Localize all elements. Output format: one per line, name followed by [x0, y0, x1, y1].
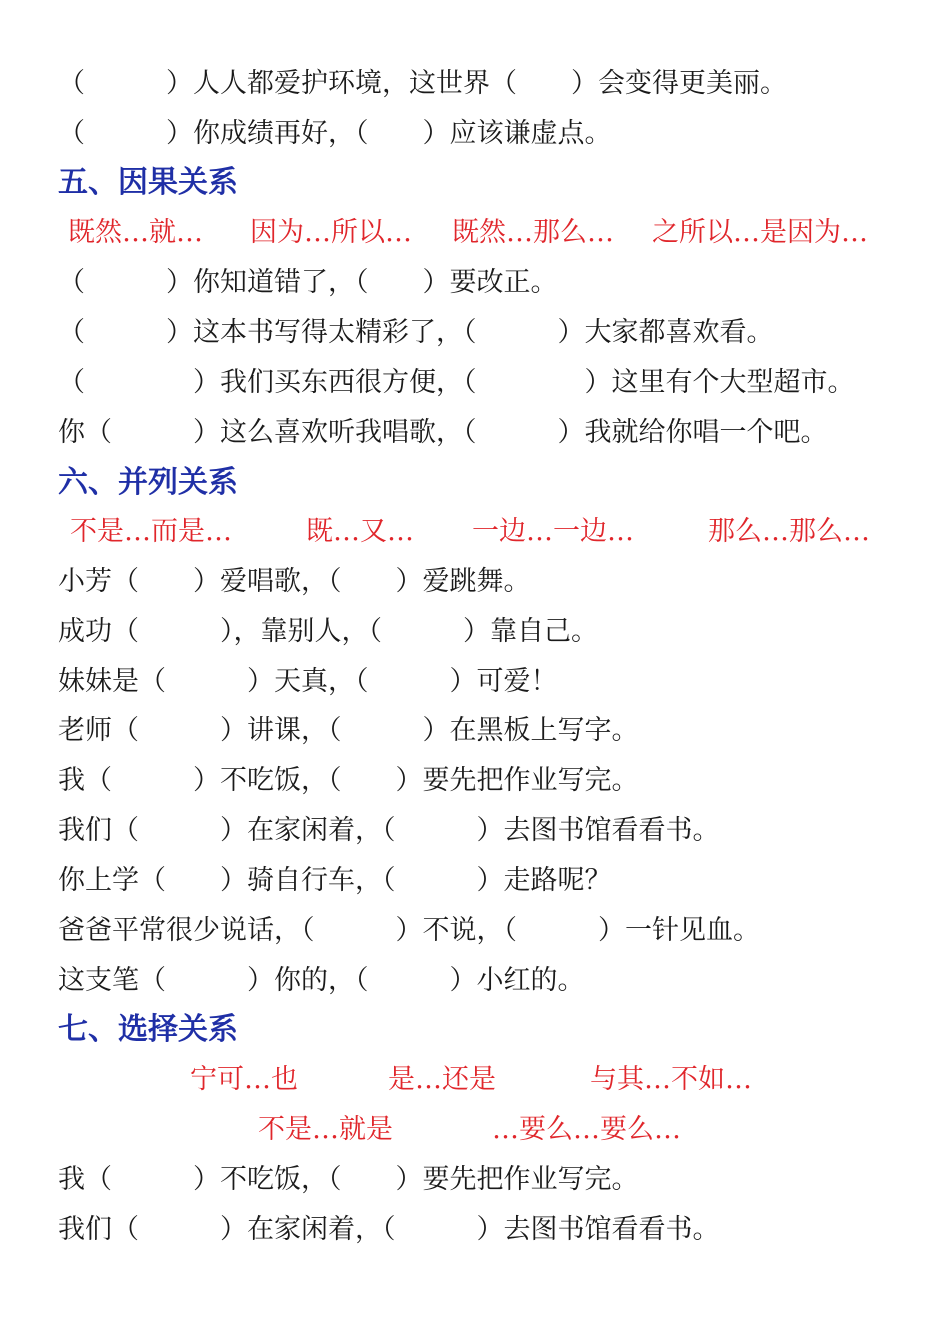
connector-word: 既然…那么… [452, 217, 614, 248]
exercise-line: （ ）你知道错了，（ ）要改正。 [58, 267, 558, 298]
connector-word: 与其…不如… [590, 1064, 752, 1095]
connector-word: 宁可…也 [190, 1064, 298, 1095]
connector-word: 既然…就… [68, 217, 203, 248]
exercise-line: 我（ ）不吃饭，（ ）要先把作业写完。 [58, 1164, 639, 1195]
exercise-line: 老师（ ）讲课，（ ）在黑板上写字。 [58, 715, 639, 746]
exercise-line: 我们（ ）在家闲着，（ ）去图书馆看看书。 [58, 1214, 720, 1245]
exercise-line: 爸爸平常很少说话，（ ）不说，（ ）一针见血。 [58, 915, 760, 946]
exercise-line: 我们（ ）在家闲着，（ ）去图书馆看看书。 [58, 815, 720, 846]
connector-word: 之所以…是因为… [652, 217, 868, 248]
exercise-line: （ ）你成绩再好，（ ）应该谦虚点。 [58, 118, 612, 149]
exercise-line: 这支笔（ ）你的，（ ）小红的。 [58, 965, 585, 996]
exercise-line: （ ）这本书写得太精彩了，（ ）大家都喜欢看。 [58, 317, 774, 348]
connector-word: 不是…就是 [258, 1114, 393, 1145]
connector-word: 一边…一边… [472, 516, 634, 547]
exercise-line: （ ）我们买东西很方便，（ ）这里有个大型超市。 [58, 367, 855, 398]
exercise-line: 你上学（ ）骑自行车，（ ）走路呢？ [58, 865, 612, 896]
exercise-line: 成功（ ），靠别人，（ ）靠自己。 [58, 616, 598, 647]
connector-word: 不是…而是… [70, 516, 232, 547]
connector-word: 那么…那么… [708, 516, 870, 547]
connector-word: 既…又… [306, 516, 414, 547]
exercise-line: 妹妹是（ ）天真，（ ）可爱！ [58, 666, 558, 697]
section-heading-cause-effect: 五、因果关系 [58, 165, 238, 200]
exercise-line: 我（ ）不吃饭，（ ）要先把作业写完。 [58, 765, 639, 796]
exercise-line: 你（ ）这么喜欢听我唱歌，（ ）我就给你唱一个吧。 [58, 417, 828, 448]
section-heading-choice: 七、选择关系 [58, 1012, 238, 1047]
connector-word: …要么…要么… [492, 1114, 681, 1145]
connector-word: 因为…所以… [250, 217, 412, 248]
connector-word: 是…还是 [388, 1064, 496, 1095]
exercise-line: 小芳（ ）爱唱歌，（ ）爱跳舞。 [58, 566, 531, 597]
section-heading-parallel: 六、并列关系 [58, 465, 238, 500]
exercise-line: （ ）人人都爱护环境，这世界（ ）会变得更美丽。 [58, 68, 787, 99]
